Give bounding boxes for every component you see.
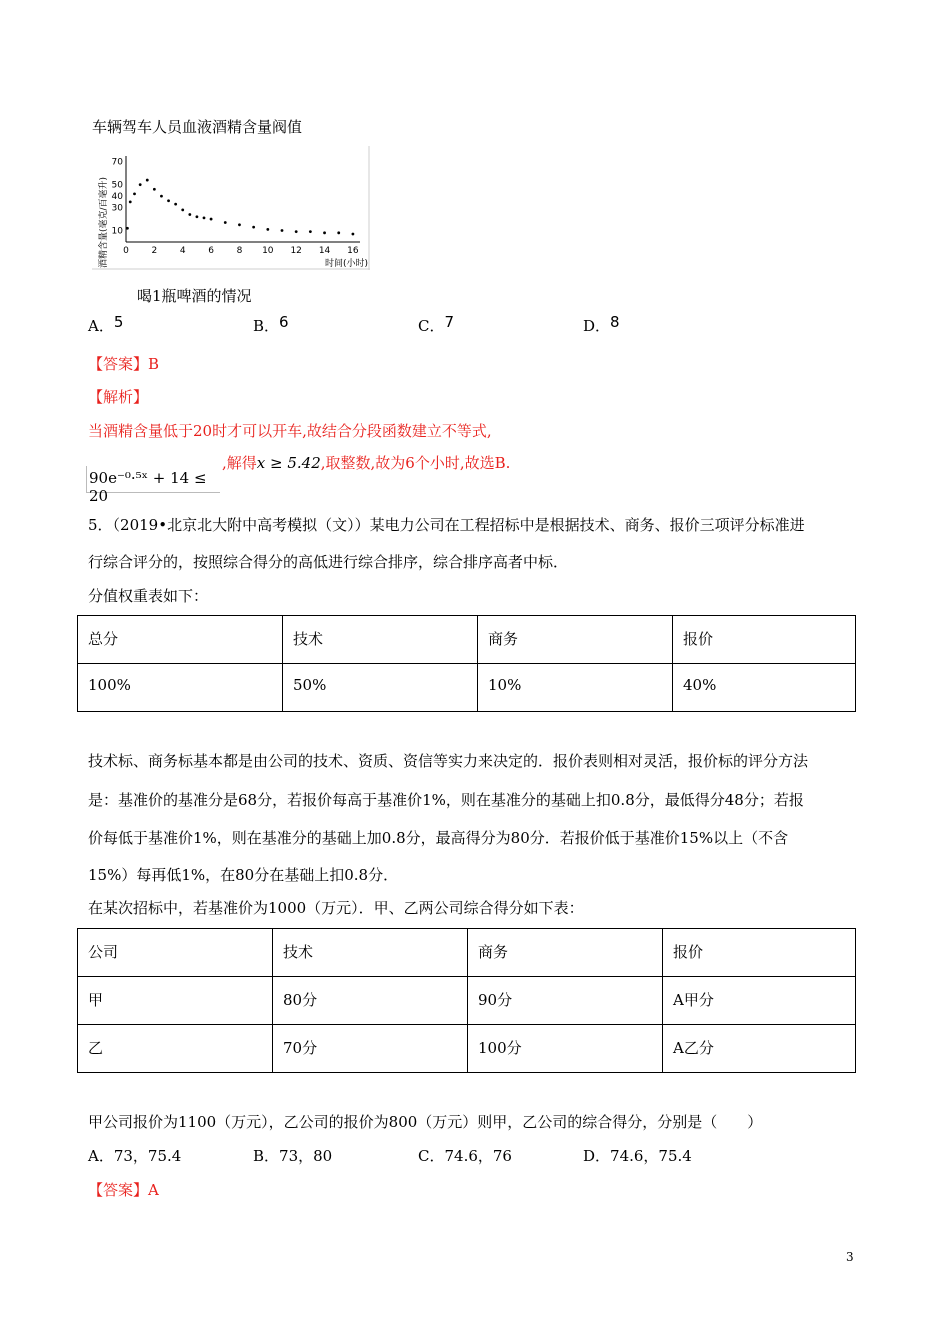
q5-para-line1: 技术标、商务标基本都是由公司的技术、资质、资信等实力来决定的．报价表则相对灵活，报价标的评分方法 xyxy=(88,752,809,770)
q4-analysis-line2: ,解得x ≥ 5.42,取整数,故为6个小时,故选B. xyxy=(222,454,511,472)
option-a: A．5 xyxy=(88,313,124,335)
q5-stem-line1: 5．（2019•北京北大附中高考模拟（文））某电力公司在工程招标中是根据技术、商务、报价三项评分标准进 xyxy=(88,516,805,534)
data-point xyxy=(238,223,241,226)
chart-title: 车辆驾车人员血液酒精含量阀值 xyxy=(92,118,303,136)
q5-option-b: B．73，80 xyxy=(253,1147,333,1165)
data-point xyxy=(337,231,340,234)
data-point xyxy=(252,226,255,229)
x-tick-label: 16 xyxy=(347,246,359,256)
q4-analysis-head: 【解析】 xyxy=(88,388,149,406)
y-tick-label: 40 xyxy=(111,192,123,203)
data-point xyxy=(295,230,298,233)
y-axis-label: 酒精含量(毫克/百毫升) xyxy=(99,176,109,268)
chart-caption: 喝1瓶啤酒的情况 xyxy=(137,287,252,305)
data-point xyxy=(160,195,163,198)
data-point xyxy=(210,218,213,221)
x-axis-label: 时间(小时) xyxy=(324,259,368,269)
q5-option-c: C．74.6，76 xyxy=(418,1147,512,1165)
x-tick-label: 14 xyxy=(318,246,331,256)
data-point xyxy=(196,215,199,218)
option-b: B．6 xyxy=(253,313,289,335)
table-row: 乙 70分 100分 A乙分 xyxy=(78,1025,856,1073)
q4-answer: 【答案】B xyxy=(88,355,160,373)
table-row: 甲 80分 90分 A甲分 xyxy=(78,977,856,1025)
x-tick-label: 2 xyxy=(151,246,158,256)
data-point xyxy=(139,183,142,186)
data-point xyxy=(188,213,191,216)
table-row: 公司 技术 商务 报价 xyxy=(78,929,856,977)
q5-option-a: A．73，75.4 xyxy=(88,1147,182,1165)
data-point xyxy=(323,231,326,234)
page-number: 3 xyxy=(846,1250,854,1264)
data-point xyxy=(352,233,355,236)
q5-stem-line2: 行综合评分的，按照综合得分的高低进行综合排序，综合排序高者中标． xyxy=(88,553,569,571)
scores-table xyxy=(77,928,856,1073)
weights-table xyxy=(77,615,856,712)
y-tick-label: 50 xyxy=(111,180,123,191)
q4-analysis-line1: 当酒精含量低于20时才可以开车,故结合分段函数建立不等式, xyxy=(88,422,492,440)
option-d: D．8 xyxy=(583,313,620,335)
table-row: 总分 技术 商务 报价 xyxy=(78,616,856,664)
q5-question: 甲公司报价为1100（万元），乙公司的报价为800（万元）则甲，乙公司的综合得分，分别是（ ） xyxy=(88,1113,763,1131)
data-point xyxy=(133,192,136,195)
data-point xyxy=(126,227,129,230)
q5-scores-intro: 在某次招标中，若基准价为1000（万元）．甲、乙两公司综合得分如下表： xyxy=(88,899,584,917)
scatter-chart xyxy=(92,146,370,270)
data-point xyxy=(203,217,206,220)
chart-svg xyxy=(92,146,370,270)
x-tick-label: 10 xyxy=(262,246,274,256)
data-point xyxy=(174,203,177,206)
x-tick-label: 4 xyxy=(179,246,186,256)
data-point xyxy=(281,229,284,232)
q5-para-line2: 是：基准价的基准分是68分，若报价每高于基准价1%，则在基准分的基础上扣0.8分，最低得分48分；若报 xyxy=(88,791,804,809)
data-point xyxy=(224,221,227,224)
x-tick-label: 8 xyxy=(236,246,243,256)
table-row: 100% 50% 10% 40% xyxy=(78,664,856,712)
q5-para-line4: 15%）每再低1%，在80分在基础上扣0.8分． xyxy=(88,866,399,884)
q5-para-line3: 价每低于基准价1%，则在基准分的基础上加0.8分，最高得分为80分．若报价低于基准价15%以上（不含 xyxy=(88,829,789,847)
y-tick-label: 30 xyxy=(111,203,123,214)
formula-image: 90e⁻⁰·⁵ˣ + 14 ≤ 20 xyxy=(86,466,220,493)
data-point xyxy=(181,208,184,211)
data-point xyxy=(129,200,132,203)
q5-option-d: D．74.6，75.4 xyxy=(583,1147,692,1165)
solve-formula: x ≥ 5.42 xyxy=(256,454,321,472)
q5-weights-intro: 分值权重表如下： xyxy=(88,587,209,605)
data-point xyxy=(167,199,170,202)
q5-answer: 【答案】A xyxy=(88,1181,159,1199)
x-tick-label: 0 xyxy=(123,246,129,256)
data-point xyxy=(146,179,149,182)
data-point xyxy=(266,228,269,231)
y-tick-label: 10 xyxy=(111,226,123,237)
option-c: C．7 xyxy=(418,313,455,335)
data-point xyxy=(309,230,312,233)
x-tick-label: 12 xyxy=(290,246,302,256)
y-tick-label: 70 xyxy=(111,157,123,168)
x-tick-label: 6 xyxy=(208,246,214,256)
data-point xyxy=(153,188,156,191)
